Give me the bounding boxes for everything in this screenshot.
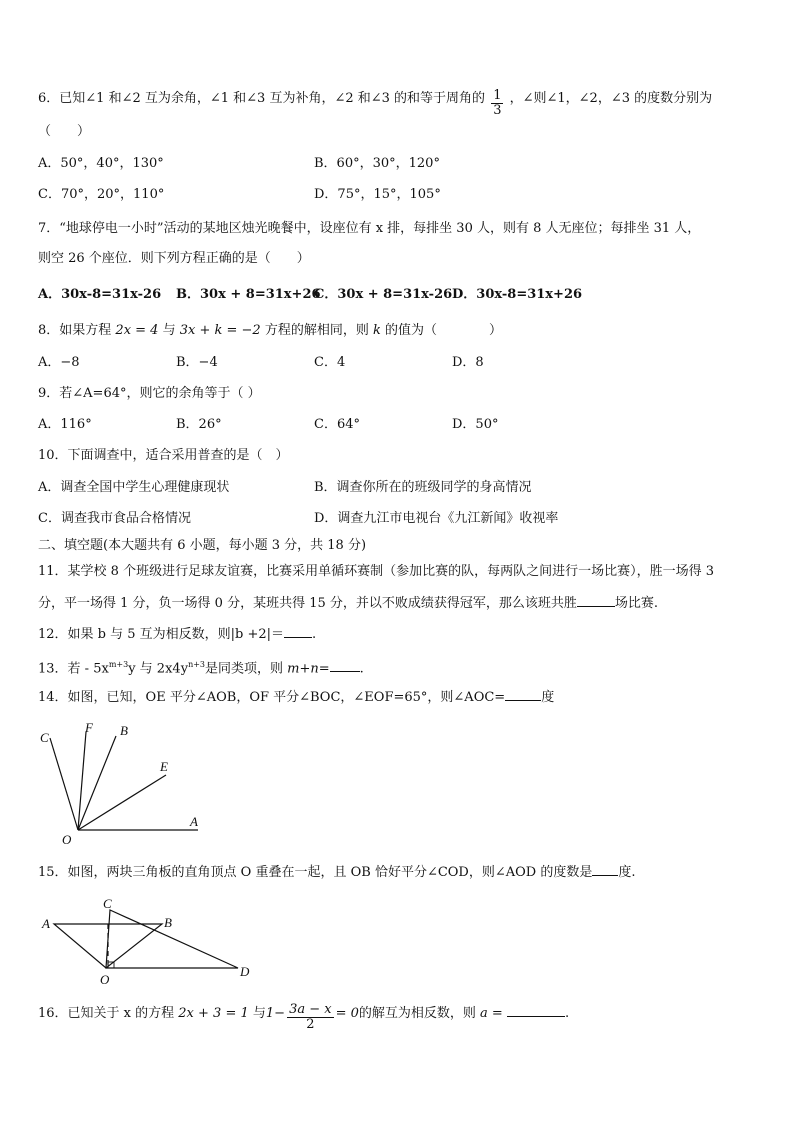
q10-option-c: C．调查我市食品合格情况 [38, 511, 191, 526]
q7-line2: 则空 26 个座位．则下列方程正确的是（ ） [38, 251, 310, 266]
q13-stem: 13．若 - $5x^{m+3}y$ 与 $2x4y^{n+3}$是同类项，则 m+n= . [38, 660, 364, 677]
q6-option-a: A．50°，40°，130° [38, 156, 164, 171]
q7-line1: 7．“地球停电一小时”活动的某地区烛光晚餐中，设座位有 x 排，每排坐 30 人，则有 8 人无座位；每排坐 31 人， [38, 221, 701, 236]
q16-answer-blank [507, 1004, 565, 1017]
q7-option-a: A．30x-8=31x-26 [38, 287, 162, 302]
q15-stem: 15．如图，两块三角板的直角顶点 O 重叠在一起，且 OB 恰好平分∠COD，则∠AOD 的度数是 度. [38, 865, 636, 880]
q11-answer-blank [577, 594, 615, 607]
label-c: C [103, 896, 112, 911]
q15-triangle-figure [30, 893, 260, 993]
q13-answer-blank [330, 659, 360, 672]
label-f: F [85, 720, 93, 735]
q14-answer-blank [505, 688, 541, 701]
q6-text-after: ，∠则∠1，∠2，∠3 的度数分别为 [509, 91, 713, 106]
q6-option-c: C．70°，20°，110° [38, 187, 165, 202]
q10-option-b: B．调查你所在的班级同学的身高情况 [314, 480, 532, 495]
label-o: O [100, 972, 110, 987]
q8-equation-1: 2x = 4 [115, 323, 159, 338]
q8-stem: 8．如果方程 2x = 4 与 3x + k = −2 方程的解相同，则 k 的值为（ ） [38, 323, 503, 338]
ray-oe [78, 775, 166, 830]
q6-paren: （ ） [38, 124, 91, 139]
q6-option-b: B．60°，30°，120° [314, 156, 440, 171]
q7-option-b: B．30x + 8=31x+26 [176, 287, 321, 302]
q14-stem: 14．如图，已知，OE 平分∠AOB，OF 平分∠BOC，∠EOF=65°，则∠AOC= 度 [38, 690, 555, 705]
q11-line2: 分，平一场得 1 分，负一场得 0 分，某班共得 15 分，并以不败成绩获得冠军，那么该班共胜 场比赛. [38, 596, 659, 611]
q9-option-d: D．50° [452, 417, 499, 432]
q16-fraction: $\frac{3a - x}{2}$ [289, 1002, 332, 1032]
label-b: B [120, 723, 128, 738]
q6-stem [38, 89, 712, 118]
q9-option-c: C．64° [314, 417, 360, 432]
section-heading: 二、填空题(本大题共有 6 小题，每小题 3 分，共 18 分) [38, 538, 367, 553]
q8-option-b: B．−4 [176, 355, 218, 370]
q8-equation-2: 3x + k = −2 [179, 323, 261, 338]
q10-stem: 10．下面调查中，适合采用普查的是（ ） [38, 448, 289, 463]
label-e: E [160, 759, 168, 774]
q15-answer-blank [592, 863, 618, 876]
q6-text: 6．已知∠1 和∠2 互为余角，∠1 和∠3 互为补角，∠2 和∠3 的和等于周角的 [38, 91, 486, 106]
ray-of [78, 732, 86, 830]
q16-stem: 16．已知关于 x 的方程 2x + 3 = 1 与1− $\frac{3a - x}{2}$ = 0的解互为相反数，则 a = . [38, 1002, 570, 1032]
q7-option-c: C．30x + 8=31x-26 [314, 287, 453, 302]
label-b: B [164, 915, 172, 930]
label-c: C [40, 730, 49, 745]
q8-option-d: D．8 [452, 355, 484, 370]
q9-option-b: B．26° [176, 417, 222, 432]
q6-fraction: $\frac{1}{3}$ [493, 88, 502, 118]
label-d: D [240, 964, 250, 979]
label-o: O [62, 832, 72, 847]
q12-answer-blank [284, 625, 312, 638]
q11-line1: 11．某学校 8 个班级进行足球友谊赛，比赛采用单循环赛制（参加比赛的队，每两队之间进行一场比赛），胜一场得 3 [38, 564, 714, 579]
ray-ob [78, 736, 116, 830]
q8-option-a: A．−8 [38, 355, 80, 370]
q10-option-d: D．调查九江市电视台《九江新闻》收视率 [314, 511, 559, 526]
q7-option-d: D．30x-8=31x+26 [452, 287, 583, 302]
triangle-cod [106, 910, 238, 968]
q14-angle-figure [30, 718, 220, 848]
ray-oc [50, 738, 78, 830]
label-a: A [190, 814, 198, 829]
q10-option-a: A．调查全国中学生心理健康现状 [38, 480, 230, 495]
q9-stem: 9．若∠A=64°，则它的余角等于（ ） [38, 386, 261, 401]
label-a: A [42, 916, 50, 931]
q12-stem: 12．如果 b 与 5 互为相反数，则|b +2|＝ . [38, 627, 317, 642]
q8-option-c: C．4 [314, 355, 346, 370]
q6-option-d: D．75°，15°，105° [314, 187, 441, 202]
q9-option-a: A．116° [38, 417, 92, 432]
q16-equation-1: 2x + 3 = 1 [178, 1006, 249, 1021]
